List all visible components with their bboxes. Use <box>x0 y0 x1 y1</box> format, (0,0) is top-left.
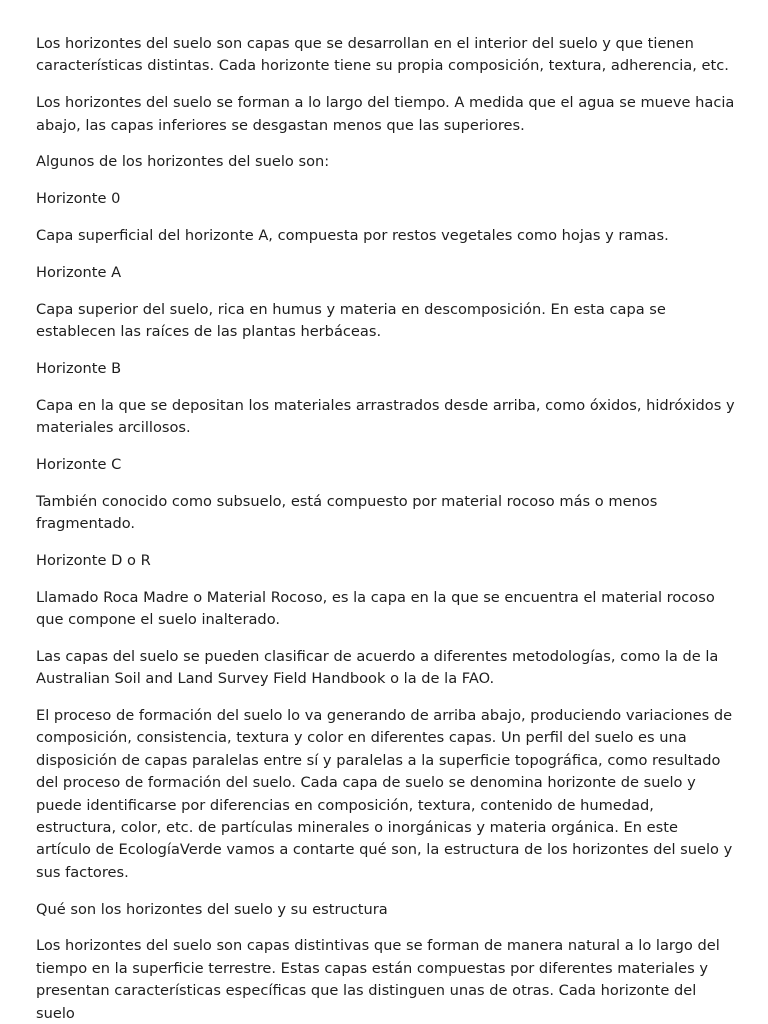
paragraph-formation: Los horizontes del suelo se forman a lo largo del tiempo. A medida que el agua se mueve hacia abajo, las capas inferiores se desgastan menos que las superiores. <box>36 94 735 134</box>
paragraph-soil-profile: El proceso de formación del suelo lo va generando de arriba abajo, produciendo variaciones de composición, consistencia, textura y color en diferentes capas. Un perfil del suelo es una disposición de capas paralelas entre sí y paralelas a la superficie topográfica, como resultado del proceso de formación del suelo. Cada capa de suelo se denomina horizonte de suelo y puede identificarse por diferencias en composición, textura, contenido de humedad, estructura, color, etc. de partículas minerales o inorgánicas y materia orgánica. En este artículo de EcologíaVerde vamos a contarte qué son, la estructura de los horizontes del suelo y sus factores. <box>36 707 733 881</box>
paragraph-horizonte-c: También conocido como subsuelo, está compuesto por material rocoso más o menos fragmentado. <box>36 492 658 532</box>
section-heading: Qué son los horizontes del suelo y su estructura <box>36 900 388 918</box>
heading-horizonte-d-r: Horizonte D o R <box>36 551 151 569</box>
paragraph-classification: Las capas del suelo se pueden clasificar de acuerdo a diferentes metodologías, como la de la Australian Soil and Land Survey Field Handbook o la de la FAO. <box>36 647 719 688</box>
heading-horizonte-0: Horizonte 0 <box>36 190 121 208</box>
paragraph-intro: Los horizontes del suelo son capas que se desarrollan en el interior del suelo y que tienen características distintas. Cada horizonte tiene su propia composición, textura, adherencia, etc. <box>36 35 729 75</box>
paragraph-list-intro: Algunos de los horizontes del suelo son: <box>36 153 330 171</box>
heading-horizonte-b: Horizonte B <box>36 359 122 377</box>
heading-horizonte-c: Horizonte C <box>36 455 122 473</box>
paragraph-definition: Los horizontes del suelo son capas distintivas que se forman de manera natural a lo largo del tiempo en la superficie terrestre. Estas capas están compuestas por diferentes materiales y presentan características específicas que las distinguen unas de otras. Cada horizonte del suelo <box>36 937 720 1022</box>
paragraph-horizonte-0: Capa superficial del horizonte A, compuesta por restos vegetales como hojas y ramas. <box>36 227 669 244</box>
paragraph-horizonte-d-r: Llamado Roca Madre o Material Rocoso, es la capa en la que se encuentra el material rocoso que compone el suelo inalterado. <box>36 588 715 628</box>
heading-horizonte-a: Horizonte A <box>36 263 122 281</box>
paragraph-horizonte-b: Capa en la que se depositan los materiales arrastrados desde arriba, como óxidos, hidróxidos y materiales arcillosos. <box>36 396 735 436</box>
paragraph-horizonte-a: Capa superior del suelo, rica en humus y materia en descomposición. En esta capa se establecen las raíces de las plantas herbáceas. <box>36 300 666 340</box>
